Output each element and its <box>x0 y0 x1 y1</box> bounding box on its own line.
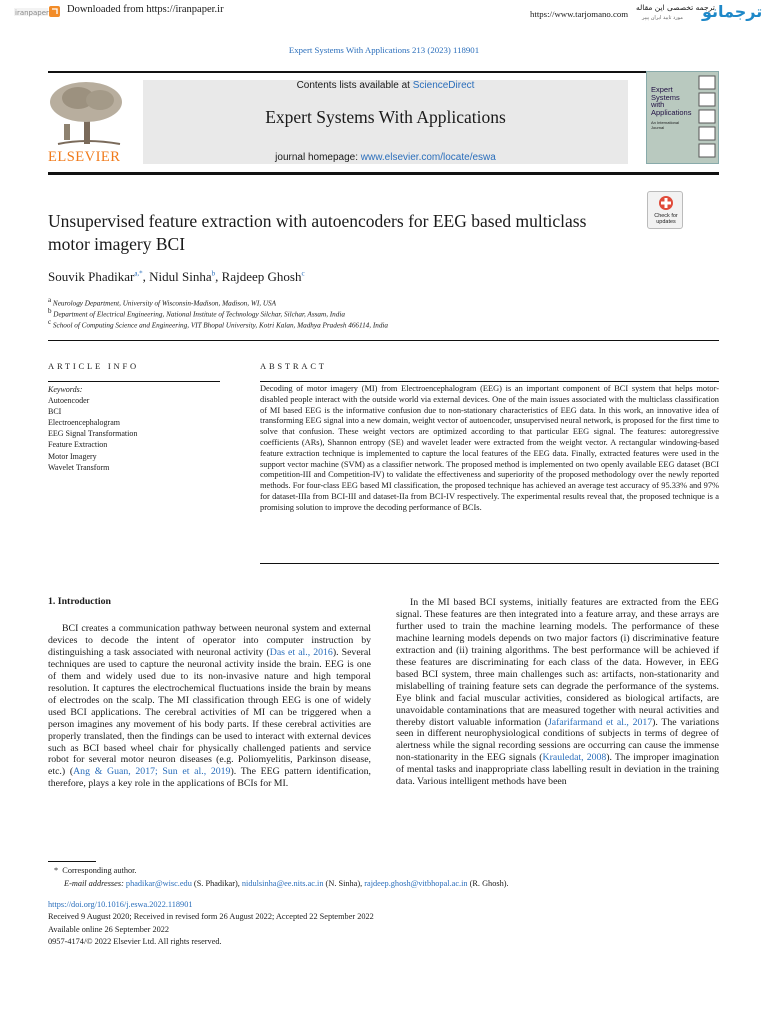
download-bar <box>0 0 768 26</box>
body-column-right <box>396 597 719 788</box>
check-for-updates-badge[interactable] <box>647 191 683 229</box>
tarjomano-url[interactable]: https://www.tarjomano.com <box>530 9 629 19</box>
author-list: Souvik Phadikar$^{a,*}$, Nidul Sinha$^b$, Rajdeep Ghosh$^c$ <box>48 269 305 284</box>
section-heading-introduction: 1. Introduction <box>48 596 111 607</box>
journal-reference[interactable]: Expert Systems With Applications 213 (2023) 118901 <box>288 45 480 55</box>
header-rule <box>48 71 719 73</box>
abstract-heading: ABSTRACT <box>260 361 327 371</box>
abstract-text: Decoding of motor imagery (MI) from Electroencephalogram (EEG) is an important component of BCI system that helps motor-disabled people interact with the outside world via external devices. One of the main issues associated with the multiclass classification of MI based EEG is the informative confusion due to non-stationary characteristics of EEG data. In this work, an innovative idea of transforming EEG signal into a new domain, weight vector of autoencoder, unsupervised neural network, is proposed for the first time to solve that confusion. These weight vectors are optimized according to that particular EEG signal. The features: autoregressive coefficients (ARs), Shannon entropy (SE) and wavelet leader were extracted from the weight vector. A rectangular windowing-based feature extraction technique is implemented to capture the local features of the EEG data. Finally, extracted features were used in the support vector machine (SVM) as a classifier network. The proposed method is implemented on two openly available EEG dataset (BCI competition-III and Competition-IV) to validate the effectiveness and superiority of the proposed methodology over the newly reported methods. For four-class EEG based MI classification, the proposed technique has achieved an average test accuracy of 95.33% and 97% for dataset-IIIa from BCI-III and dataset-IIa from BCI-IV respectively. The experimental results reveal that, the proposed technique is a promising solution to improve the decoding performance of BCIs. <box>260 384 719 512</box>
keyword: Autoencoder <box>48 396 90 406</box>
elsevier-wordmark: ELSEVIER <box>48 149 121 165</box>
tarjomano-tagline: ترجمه تخصصی این مقاله <box>636 3 715 12</box>
author-name[interactable]: Rajdeep Ghosh <box>221 269 302 284</box>
body-text: ). The variations seen in different neurophysiological conditions of subjects in terms of degree of alertness while the signal recording sessions are occurring can cause the immense non-stationarity in the EEG signals ( <box>396 716 720 764</box>
email-line <box>48 877 509 890</box>
masthead-rule <box>48 172 719 175</box>
cover-icons <box>697 74 717 162</box>
article-footer <box>48 899 374 948</box>
email-owner: (R. Ghosh). <box>467 879 509 888</box>
footnote <box>48 864 509 890</box>
keyword: BCI <box>48 407 62 417</box>
keyword: Motor Imagery <box>48 451 97 461</box>
keyword: Wavelet Transform <box>48 462 110 472</box>
homepage-line <box>143 152 628 163</box>
received-dates: Received 9 August 2020; Received in revised form 26 August 2022; Accepted 22 September 2022 <box>48 912 374 922</box>
author-affiliation-mark[interactable]: b <box>211 269 216 278</box>
corresponding-label: Corresponding author. <box>62 866 137 875</box>
body-text: In the MI based BCI systems, initially features are extracted from the EEG signal. These features are then integrated into a feature array, and these arrays are further used to train the machine learning models. The performance of these machine learning models depends on two major factors (i) discriminative feature extraction and (ii) training algorithms. The best performance will be achieved if these features are discriminating for each class of the data. However, in EEG based BCI system, three main challenges such as: artifacts, non-stationarity and mislabelling of training feature sets can degrade the performance of the systems. Eye blink and facial muscular activities, considered as biological artifacts, are unavoidable contaminations that are measured together with neural activities and thereby distort valuable information ( <box>396 597 719 728</box>
contents-line <box>143 80 628 91</box>
doi-link[interactable]: https://doi.org/10.1016/j.eswa.2022.118901 <box>48 900 193 909</box>
author-affiliation-mark[interactable]: a,* <box>134 269 143 278</box>
article-info-heading: ARTICLE INFO <box>48 361 139 371</box>
keyword: Feature Extraction <box>48 440 108 450</box>
tarjomano-logo[interactable] <box>634 0 763 28</box>
svg-text:iranpaper: iranpaper <box>15 9 49 17</box>
keywords-label: Keywords: <box>48 385 83 394</box>
homepage-prefix: journal homepage: <box>275 152 361 163</box>
corresponding-note: * Corresponding author. <box>54 866 137 875</box>
email-label: E-mail addresses: <box>64 879 124 888</box>
available-online: Available online 26 September 2022 <box>48 924 170 934</box>
journal-homepage-link[interactable]: www.elsevier.com/locate/eswa <box>360 152 496 163</box>
body-text: ). Several techniques are used to capture the neuronal activity inside the brain. EEG is one of them and widely used due to its non-invasive nature and high temporal resolution. It captures the electrochemical fluctuations inside the brain by means of electrodes on the scalp. The MI classification through EEG is one of widely used BCI applications. The cerebral activities of MI can be triggered when a person imagines any movement of his body parts. If these cerebral activities are properly translated, then the findings can be used to interact with external devices such as BCI based wheel chair for physically challenged patients and service robot for several motor neuron diseases (e.g. Poliomyelitis, Parkinson disease, etc.) ( <box>48 646 372 778</box>
download-source-text[interactable]: Downloaded from https://iranpaper.ir <box>67 4 224 15</box>
affiliation: $^a$ Neurology Department, University of Wisconsin-Madison, Madison, WI, USA <box>48 296 277 308</box>
body-text: ). The improper imagination of mental tasks and inappropriate class labelling result in deviation in the training data. Various intelligent methods have been <box>396 752 720 788</box>
keyword: EEG Signal Transformation <box>48 429 138 439</box>
journal-cover[interactable] <box>646 71 719 164</box>
article-info-rule <box>48 381 220 382</box>
article-title: Unsupervised feature extraction with autoencoders for EEG based multiclass motor imagery BCI <box>48 211 587 254</box>
email-link[interactable]: nidulsinha@ee.nits.ac.in <box>241 879 324 888</box>
email-link[interactable]: phadikar@wisc.edu <box>125 879 192 888</box>
author-affiliation-mark[interactable]: c <box>301 269 305 278</box>
abstract-bottom-rule <box>260 563 719 564</box>
affiliation: $^c$ School of Computing Science and Engineering, VIT Bhopal University, Kotri Kalan, Madhya Pradesh 466114, India <box>48 318 389 330</box>
keywords-block <box>48 384 137 473</box>
crossmark-icon <box>658 195 674 211</box>
tarjomano-sub: مورد تایید ایران پیپر <box>642 15 683 21</box>
cover-title: Expert Systems with Applications <box>651 85 692 117</box>
tarjomano-brand: ترجمانو <box>702 2 763 21</box>
iranpaper-logo[interactable] <box>14 5 60 17</box>
author-name[interactable]: Souvik Phadikar <box>48 269 135 284</box>
copyright: 0957-4174/© 2022 Elsevier Ltd. All rights reserved. <box>48 936 222 946</box>
journal-masthead <box>143 80 628 164</box>
body-text: ). The EEG pattern identification, therefore, plays a key role in the applications of BCIs for MI. <box>48 766 371 790</box>
body-column-left <box>48 623 371 790</box>
body-text: BCI creates a communication pathway between neuronal system and external devices to decode the intent of operator into computer instruction by distinguishing a task associated with neuronal activity ( <box>48 623 371 658</box>
author-name[interactable]: Nidul Sinha <box>149 269 212 284</box>
citation-link[interactable]: Das et al., 2016 <box>269 646 333 658</box>
email-link[interactable]: rajdeep.ghosh@vitbhopal.ac.in <box>364 879 468 888</box>
email-owner: (N. Sinha), <box>323 879 365 888</box>
crossmark-label: Check for updates <box>654 213 678 225</box>
cover-subtitle: An International Journal <box>651 120 680 130</box>
footnote-rule <box>48 861 96 862</box>
citation-link[interactable]: Jafarifarmand et al., 2017 <box>547 716 653 728</box>
citation-link[interactable]: Ang & Guan, 2017; Sun et al., 2019 <box>73 766 231 778</box>
contents-prefix: Contents lists available at <box>296 80 413 91</box>
email-owner: (S. Phadikar), <box>191 879 242 888</box>
elsevier-logo[interactable] <box>48 80 128 166</box>
sciencedirect-link[interactable]: ScienceDirect <box>412 80 475 91</box>
affiliation: $^b$ Department of Electrical Engineering, National Institute of Technology Silchar, Silchar, Assam, India <box>48 307 345 319</box>
abstract-rule <box>260 381 719 382</box>
section-rule <box>48 340 719 341</box>
citation-link[interactable]: Krauledat, 2008 <box>542 752 607 764</box>
keyword: Electroencephalogram <box>48 418 120 428</box>
journal-title: Expert Systems With Applications <box>265 107 506 127</box>
